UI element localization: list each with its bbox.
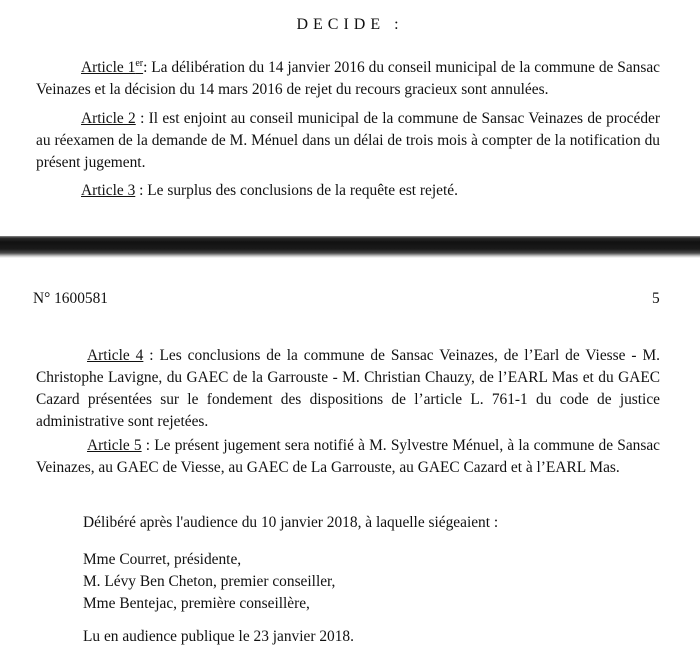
article-2-text: : Il est enjoint au conseil municipal de la commune de Sansac Veinazes de procéder au réexamen de la demande de M. Ménuel dans un délai de trois mois à compter de la notification du présent jugement. [36, 110, 660, 171]
page-number: 5 [652, 290, 660, 307]
case-number: N° 1600581 [33, 290, 108, 307]
article-3-text: : Le surplus des conclusions de la requête est rejeté. [135, 182, 458, 199]
document-page-top [0, 0, 700, 236]
deliberation-line: Délibéré après l'audience du 10 janvier 2018, à laquelle siégeaient : [83, 514, 499, 531]
decision-heading: DECIDE : [296, 16, 404, 33]
document-page-bottom [0, 258, 700, 654]
article-1-text: : La délibération du 14 janvier 2016 du conseil municipal de la commune de Sansac Veinazes et la décision du 14 mars 2016 de rejet du recours gracieux sont annulées. [36, 59, 660, 99]
article-1-paragraph [36, 53, 660, 101]
member-president: Mme Courret, présidente, [83, 551, 242, 568]
article-4-label: Article 4 [87, 347, 144, 364]
public-reading-line: Lu en audience publique le 23 janvier 2018. [83, 628, 354, 645]
article-3-label: Article 3 [81, 182, 136, 199]
article-3-paragraph [36, 180, 660, 202]
article-5-label: Article 5 [87, 437, 142, 454]
article-4-paragraph [36, 345, 660, 433]
article-5-paragraph [36, 435, 660, 479]
member-first-councillor: M. Lévy Ben Cheton, premier conseiller, [83, 573, 336, 590]
member-first-councillor-female: Mme Bentejac, première conseillère, [83, 595, 310, 612]
page-break-separator [0, 236, 700, 258]
article-1-label: Article 1er [81, 58, 144, 77]
article-2-paragraph [36, 108, 660, 174]
article-2-label: Article 2 [81, 110, 136, 127]
article-5-text: : Le présent jugement sera notifié à M. Sylvestre Ménuel, à la commune de Sansac Veinazes, au GAEC de Viesse, au GAEC de La Garrouste, au GAEC Cazard et à l’EARL Mas. [36, 437, 660, 476]
article-4-text: : Les conclusions de la commune de Sansac Veinazes, de l’Earl de Viesse - M. Christophe Lavigne, du GAEC de la Garrouste - M. Christian Chauzy, de l’EARL Mas et du GAEC Cazard présentées sur le fondement des dispositions de l’article L. 761-1 du code de justice administrative sont rejetées. [36, 347, 660, 430]
